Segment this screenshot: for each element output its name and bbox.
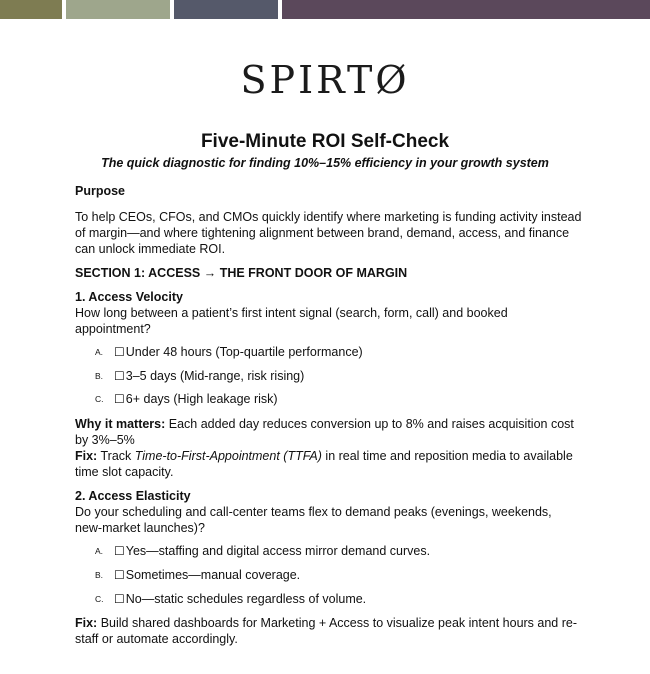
why-label: Why it matters: bbox=[75, 417, 166, 431]
color-bar-slate bbox=[174, 0, 278, 19]
purpose-line: To help CEOs, CFOs, and CMOs quickly identify where marketing is funding activity instead bbox=[75, 210, 582, 224]
color-bar-plum bbox=[282, 0, 650, 19]
purpose-line: of margin—and where tightening alignment between brand, demand, access, and finance bbox=[75, 226, 570, 240]
option-label: 3–5 days (Mid-range, risk rising) bbox=[125, 369, 305, 383]
why-text-cont: by 3%–5% bbox=[75, 433, 135, 447]
option-label: Sometimes—manual coverage. bbox=[125, 568, 301, 582]
fix-label: Fix: bbox=[75, 449, 98, 463]
fix-text: Track bbox=[97, 449, 135, 463]
fix-text: Build shared dashboards for Marketing + Access to visualize peak intent hours and re- bbox=[97, 616, 578, 630]
option-letter: A. bbox=[95, 347, 104, 357]
top-color-bar bbox=[0, 0, 650, 19]
question-text: How long between a patient’s first intent signal (search, form, call) and booked bbox=[75, 306, 508, 320]
color-bar-sage bbox=[66, 0, 170, 19]
checkbox[interactable]: ☐ bbox=[114, 392, 125, 406]
question-heading: 1. Access Velocity bbox=[75, 290, 183, 304]
option-letter: B. bbox=[95, 570, 104, 580]
option-label: No—static schedules regardless of volume. bbox=[125, 592, 367, 606]
checkbox[interactable]: ☐ bbox=[114, 544, 125, 558]
fix-text-cont: staff or automate accordingly. bbox=[75, 632, 238, 646]
checkbox[interactable]: ☐ bbox=[114, 369, 125, 383]
option-letter: C. bbox=[95, 394, 104, 404]
question-text: appointment? bbox=[75, 322, 151, 336]
question-heading: 2. Access Elasticity bbox=[75, 489, 191, 503]
page-subtitle: The quick diagnostic for finding 10%–15% efficiency in your growth system bbox=[101, 156, 549, 170]
purpose-heading: Purpose bbox=[75, 184, 126, 198]
fix-line bbox=[75, 615, 577, 631]
question-text: Do your scheduling and call-center teams flex to demand peaks (evenings, weekends, bbox=[75, 505, 552, 519]
page-title: Five-Minute ROI Self-Check bbox=[200, 131, 450, 152]
option-letter: A. bbox=[95, 546, 104, 556]
option-label: Yes—staffing and digital access mirror demand curves. bbox=[125, 544, 431, 558]
option-label: Under 48 hours (Top-quartile performance) bbox=[125, 345, 363, 359]
fix-metric: Time-to-First-Appointment (TTFA) bbox=[134, 449, 322, 463]
checkbox[interactable]: ☐ bbox=[114, 568, 125, 582]
fix-line bbox=[75, 448, 573, 464]
fix-label: Fix: bbox=[75, 616, 98, 630]
color-bar-olive bbox=[0, 0, 62, 19]
option-label: 6+ days (High leakage risk) bbox=[125, 392, 278, 406]
brand-logo: SPIRTØ bbox=[240, 58, 410, 102]
fix-text-cont: time slot capacity. bbox=[75, 465, 174, 479]
why-text: Each added day reduces conversion up to 8% and raises acquisition cost bbox=[165, 417, 574, 431]
fix-text: in real time and reposition media to available bbox=[321, 449, 573, 463]
section-heading: SECTION 1: ACCESS → THE FRONT DOOR OF MARGIN bbox=[75, 266, 408, 280]
checkbox[interactable]: ☐ bbox=[114, 592, 125, 606]
why-it-matters bbox=[75, 416, 574, 432]
question-text: new-market launches)? bbox=[75, 521, 205, 535]
purpose-line: can unlock immediate ROI. bbox=[75, 242, 226, 256]
option-letter: C. bbox=[95, 594, 104, 604]
option-letter: B. bbox=[95, 371, 104, 381]
checkbox[interactable]: ☐ bbox=[114, 345, 125, 359]
